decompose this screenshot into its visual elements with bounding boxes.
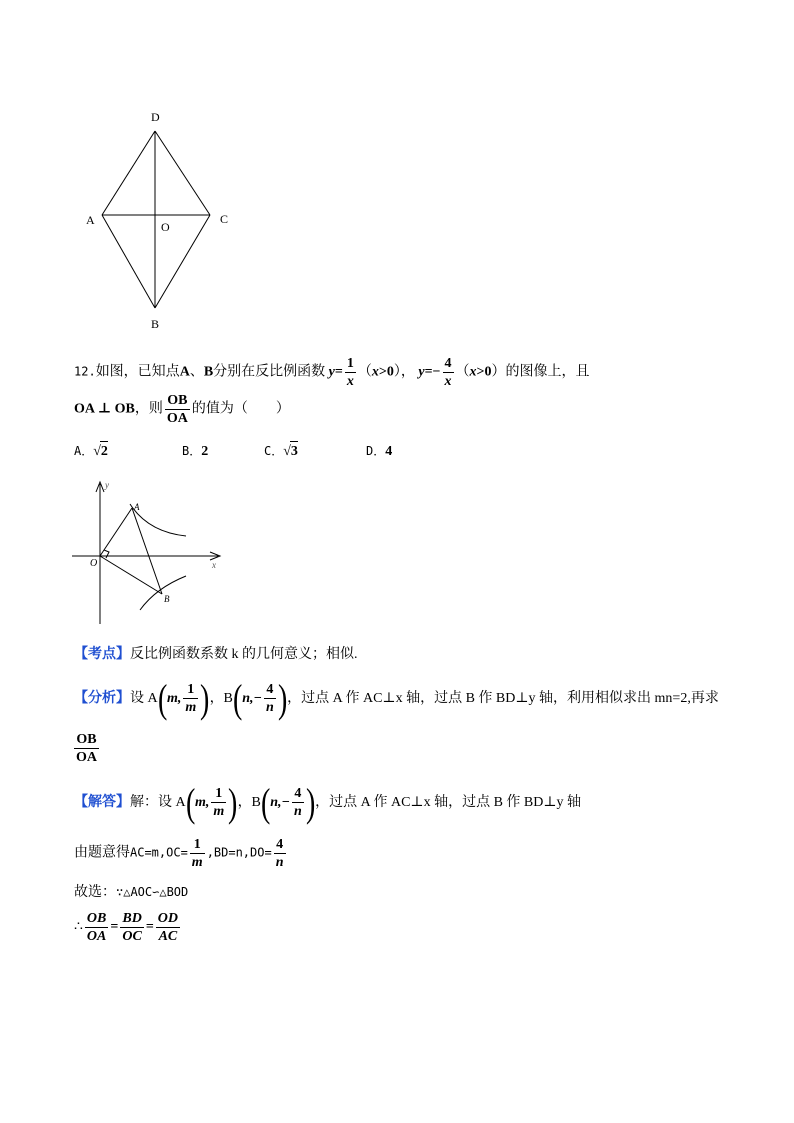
jieda-frac-2-num: 4 — [292, 785, 304, 803]
option-c[interactable] — [264, 441, 298, 462]
fenxi-fraction-line — [74, 731, 101, 766]
right-angle-mark-icon — [104, 550, 109, 558]
question-stem-5: 的值为（ ） — [191, 401, 290, 417]
question-number: 12. — [74, 364, 96, 379]
rhombus-figure — [80, 105, 250, 335]
question-stem-3: 的图像上，且 — [505, 364, 590, 380]
tiyi-frac-2-den: n — [275, 855, 284, 870]
ratio-oa: OA — [86, 929, 107, 944]
condition-1-gt: > — [378, 364, 387, 380]
tiyi-frac-2-num: 4 — [274, 836, 286, 854]
separator: 、 — [189, 364, 204, 380]
jieda-tag: 【解答】 — [74, 795, 130, 810]
tiyi-line — [74, 836, 288, 871]
ratio-line — [74, 910, 182, 945]
ratio-oc: OC — [122, 929, 142, 944]
tiyi-text-3: ,BD=n,DO= — [206, 845, 272, 860]
segment-ab — [132, 508, 162, 594]
fenxi-text: ，过点 A 作 AC⊥x 轴，过点 B 作 BD⊥y 轴，利用相似求出 mn=2,再求 — [287, 691, 719, 706]
ratio-denominator: OA — [166, 411, 188, 426]
function-2-eq: =− — [424, 364, 441, 380]
point-b: B — [203, 364, 214, 380]
function-2-numerator: 4 — [444, 356, 452, 371]
fenxi-tag: 【分析】 — [74, 691, 130, 706]
jieda-frac-1-num: 1 — [211, 785, 226, 803]
jieda-text: ，过点 A 作 AC⊥x 轴，过点 B 作 BD⊥y 轴 — [315, 795, 582, 810]
ratio-bd: BD — [122, 911, 142, 926]
condition-1-x: x — [371, 364, 379, 380]
option-b[interactable] — [182, 441, 208, 462]
fenxi-frac-2-num: 4 — [264, 681, 276, 699]
fenxi-line — [74, 675, 719, 721]
condition-1-open: （ — [357, 364, 372, 380]
condition-2-open: （ — [455, 364, 470, 380]
option-d-label: D． — [366, 444, 386, 458]
guxuan-line — [74, 882, 188, 903]
condition-2-zero: 0 — [484, 364, 492, 380]
tiyi-frac-1-den: m — [191, 855, 203, 870]
fenxi-frac-1-num: 1 — [183, 681, 198, 699]
paren-close-icon: ) — [277, 675, 288, 721]
equals-2: = — [145, 919, 154, 935]
function-1-fraction — [345, 355, 356, 390]
hyperbola-lower — [140, 576, 186, 610]
jieda-frac-2-den: n — [294, 804, 302, 820]
comma: ， — [400, 364, 415, 380]
equals-1: = — [110, 919, 119, 935]
paren-open-icon: ( — [260, 779, 271, 825]
jieda-b-label: ，B — [237, 795, 261, 810]
function-2-denominator: x — [444, 374, 452, 389]
fenxi-frac-2-den: n — [266, 700, 274, 716]
jieda-set: 解：设 A — [130, 795, 186, 810]
segment-da — [102, 131, 155, 215]
ratio-od-ac — [156, 910, 180, 945]
point-a: A — [179, 364, 190, 380]
ratio-od: OD — [157, 911, 179, 926]
segment-ab — [102, 215, 155, 308]
condition-2-gt: > — [476, 364, 485, 380]
tiyi-frac-1 — [190, 836, 205, 871]
jieda-frac-2 — [292, 785, 304, 820]
function-2-y: y — [418, 364, 425, 380]
question-stem-1: 如图，已知点 — [95, 364, 180, 380]
tiyi-text-2: AC=m,OC= — [130, 845, 188, 860]
function-1-numerator: 1 — [346, 356, 354, 371]
guxuan-text-2: ∵△AOC∽△BOD — [116, 885, 189, 899]
segment-ob — [100, 556, 162, 594]
question-line-2 — [74, 392, 290, 427]
function-1-denominator: x — [346, 374, 354, 389]
guxuan-text-1: 故选： — [74, 885, 116, 900]
label-d: D — [151, 110, 160, 124]
option-a-label: A． — [74, 444, 94, 458]
fenxi-set: 设 A — [130, 691, 158, 706]
jieda-frac-1 — [211, 785, 226, 820]
option-c-value: 3 — [290, 441, 298, 462]
ratio-ob-oa — [85, 910, 108, 945]
perpendicular-expression: OA ⊥ OB — [74, 401, 135, 417]
condition-2-close: ） — [491, 364, 506, 380]
kaodian-tag: 【考点】 — [74, 647, 130, 662]
paren-close-icon: ) — [200, 675, 210, 721]
kaodian-text: 反比例函数系数 k 的几何意义；相似. — [130, 647, 358, 662]
label-o: O — [161, 220, 170, 234]
label-c: C — [220, 212, 229, 226]
label-o: O — [90, 558, 98, 569]
ratio-ac: AC — [158, 929, 178, 944]
function-1-eq: = — [334, 364, 343, 380]
ratio-fraction — [165, 392, 190, 427]
paren-open-icon: ( — [157, 675, 167, 721]
option-d-value: 4 — [385, 444, 393, 459]
jieda-n: n,− — [270, 795, 291, 810]
label-y: y — [105, 480, 109, 490]
fenxi-frac-1-den: m — [185, 700, 197, 716]
label-a: A — [86, 213, 95, 227]
fenxi-n: n,− — [242, 691, 263, 706]
option-c-label: C． — [264, 444, 284, 458]
graph-figure — [68, 476, 228, 626]
fenxi-frac-1 — [183, 681, 198, 716]
question-stem-4: ，则 — [134, 401, 163, 417]
segment-dc — [155, 131, 210, 215]
label-b: B — [151, 317, 160, 331]
ratio-ob: OB — [86, 911, 107, 926]
fenxi-b-label: ，B — [209, 691, 233, 706]
fenxi-frac-2 — [264, 681, 276, 716]
option-d[interactable] — [366, 441, 392, 462]
option-b-value: 2 — [201, 444, 209, 459]
paren-close-icon: ) — [228, 779, 238, 825]
ratio-numerator: OB — [165, 392, 190, 410]
radical-sign-icon: √ — [283, 444, 291, 459]
function-2-fraction — [443, 355, 454, 390]
option-a-value: 2 — [100, 441, 108, 462]
label-x: x — [212, 560, 216, 570]
jieda-frac-1-den: m — [213, 804, 225, 820]
question-stem-2: 分别在反比例函数 — [213, 364, 326, 380]
condition-1-zero: 0 — [386, 364, 394, 380]
option-b-label: B． — [182, 444, 202, 458]
kaodian-line — [74, 645, 358, 665]
radical-sign-icon: √ — [93, 444, 101, 459]
paren-close-icon: ) — [305, 779, 316, 825]
therefore-symbol: ∴ — [74, 919, 83, 935]
fenxi-ratio — [74, 731, 99, 766]
tiyi-frac-2 — [274, 836, 286, 871]
function-1-y: y — [328, 364, 335, 380]
tiyi-text-1: 由题意得 — [74, 845, 130, 861]
ratio-bd-oc — [120, 910, 143, 945]
fenxi-ratio-den: OA — [76, 750, 97, 765]
jieda-m: m, — [194, 795, 210, 810]
label-a: A — [134, 502, 140, 512]
condition-1-close: ） — [393, 364, 401, 380]
label-b: B — [164, 594, 170, 604]
question-line-1 — [74, 355, 590, 390]
option-a[interactable] — [74, 441, 108, 462]
fenxi-ratio-num: OB — [74, 731, 99, 749]
paren-open-icon: ( — [232, 675, 243, 721]
fenxi-m: m, — [166, 691, 182, 706]
tiyi-frac-1-num: 1 — [190, 836, 205, 854]
segment-oa — [100, 508, 132, 556]
paren-open-icon: ( — [185, 779, 195, 825]
condition-2-x: x — [469, 364, 477, 380]
jieda-line — [74, 779, 582, 825]
